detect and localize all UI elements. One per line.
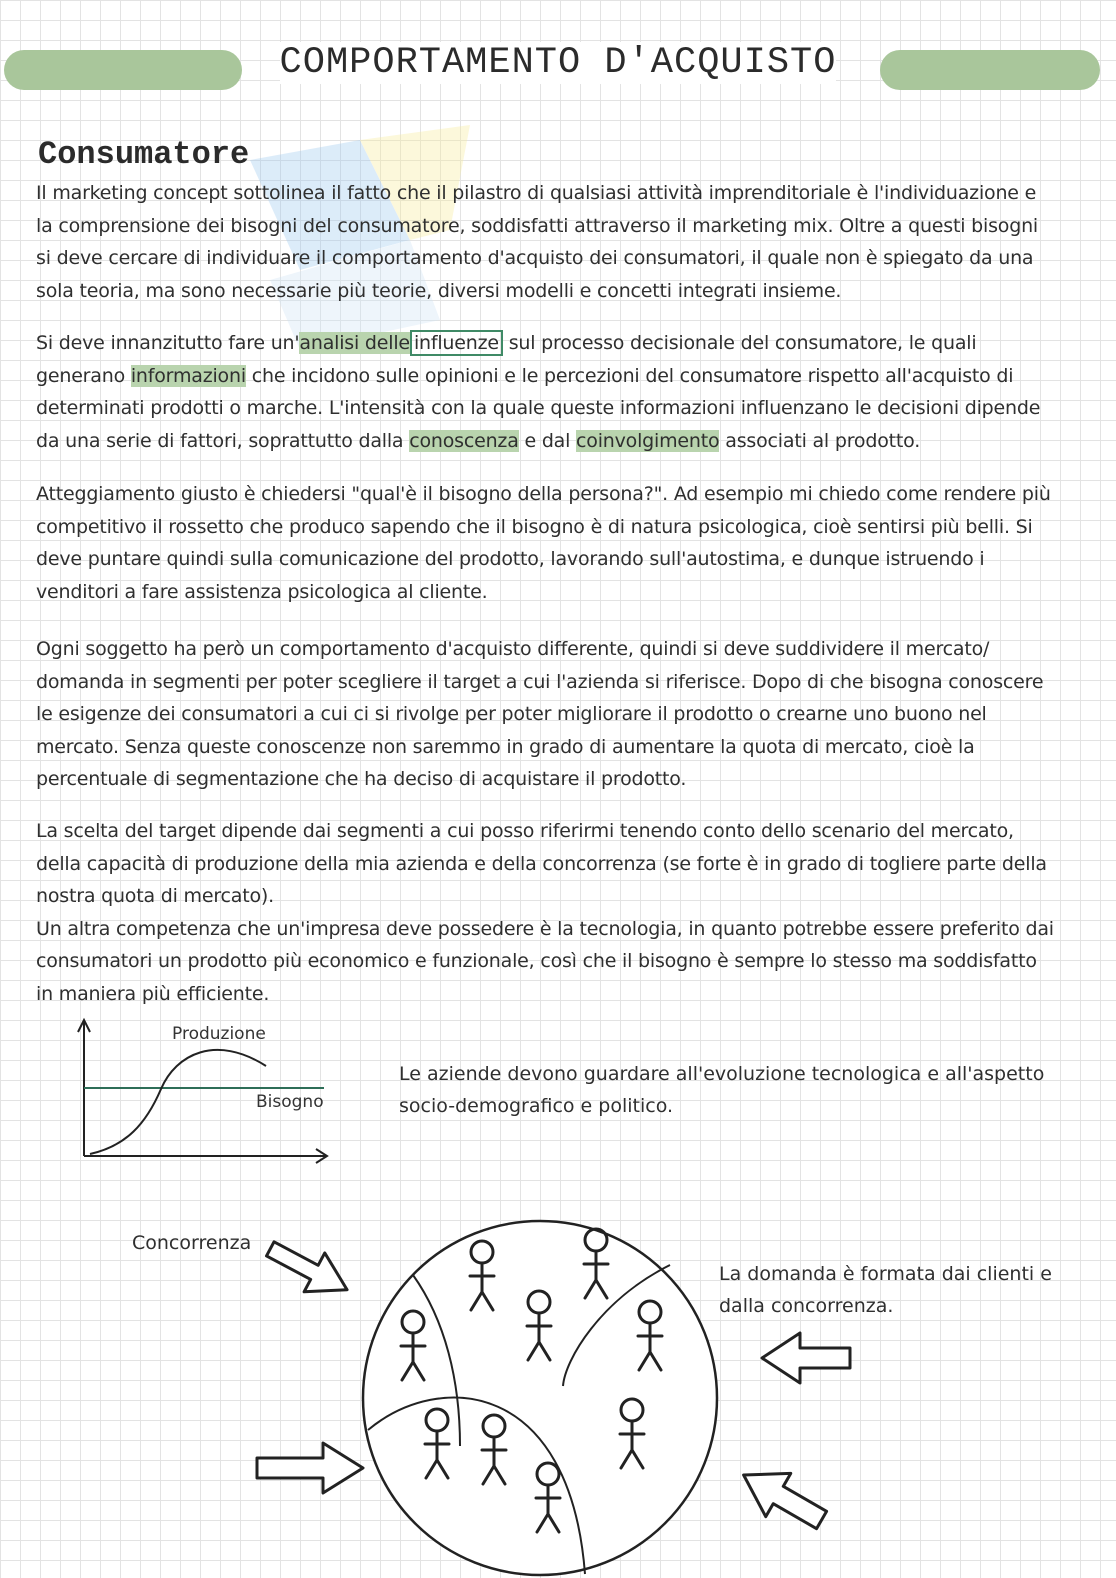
paragraph-attitude xyxy=(36,478,1076,608)
text-line: determinati prodotti o marche. L'intensità con la quale queste informazioni influenzano le decisioni dipende xyxy=(36,397,1041,419)
text-line: deve puntare quindi sulla comunicazione del prodotto, lavorando sull'autostima, e dunque istruendo i xyxy=(36,548,985,570)
demand-note xyxy=(719,1258,1052,1322)
text-line: Il marketing concept sottolinea il fatto che il pilastro di qualsiasi attività imprenditoriale è l'individuazione e xyxy=(36,182,1037,204)
text-line: Si deve innanzitutto fare un'analisi delle influenze sul processo decisionale del consumatore, le quali xyxy=(36,332,977,354)
text-line: le esigenze dei consumatori a cui ci si rivolge per poter migliorare il prodotto o crearne uno buono nel xyxy=(36,703,987,725)
text-line: mercato. Senza queste conoscenze non saremmo in grado di aumentare la quota di mercato, cioè la xyxy=(36,735,975,758)
arrow-right-icon xyxy=(762,1333,850,1383)
graph-label-need: Bisogno xyxy=(256,1092,324,1112)
paragraph-target xyxy=(36,815,1076,1010)
graph-label-production: Produzione xyxy=(172,1024,266,1044)
highlight-coinvolgimento: coinvolgimento xyxy=(576,429,720,452)
text-line: della capacità di produzione della mia azienda e della concorrenza (se forte è in grado di togliere parte della xyxy=(36,852,1047,875)
text-line: nostra quota di mercato). xyxy=(36,885,274,907)
text-line: dalla concorrenza. xyxy=(719,1295,894,1317)
section-heading: Consumatore xyxy=(38,136,250,173)
text-line: si deve cercare di individuare il comportamento d'acquisto dei consumatori, il quale non è spiegato da una xyxy=(36,247,1034,269)
text-line: La domanda è formata dai clienti e xyxy=(719,1263,1052,1285)
text-line: socio-demografico e politico. xyxy=(399,1095,674,1117)
arrow-top-left-icon xyxy=(260,1229,357,1309)
boxed-influenze: influenze xyxy=(410,330,503,356)
highlight-conoscenza: conoscenza xyxy=(409,429,519,452)
text-line: consumatori un prodotto più economico e funzionale, così che il bisogno è sempre lo stesso ma soddisfatto xyxy=(36,950,1037,972)
text-line: la comprensione dei bisogni del consumatore, soddisfatti attraverso il marketing mix. Oltre a questi bisogni xyxy=(36,214,1038,237)
text-line: Atteggiamento giusto è chiedersi "qual'è il bisogno della persona?". Ad esempio mi chiedo come rendere più xyxy=(36,483,1051,505)
text-line: in maniera più efficiente. xyxy=(36,982,270,1005)
paragraph-intro xyxy=(36,177,1076,307)
highlight-informazioni: informazioni xyxy=(130,364,246,387)
text-line: generano informazioni che incidono sulle opinioni e le percezioni del consumatore rispetto all'acquisto di xyxy=(36,364,1014,387)
text-line: domanda in segmenti per poter scegliere il target a cui l'azienda si riferisce. Dopo di che bisogna conoscere xyxy=(36,670,1044,693)
arrow-bottom-right-icon xyxy=(731,1453,834,1541)
text-line: percentuale di segmentazione che ha deciso di acquistare il prodotto. xyxy=(36,768,687,790)
highlight-analisi: analisi delle xyxy=(299,332,410,354)
market-circle xyxy=(363,1221,717,1575)
text-line: competitivo il rossetto che produco sapendo che il bisogno è di natura psicologica, cioè sentirsi più belli. Si xyxy=(36,515,1033,538)
text-line: La scelta del target dipende dai segmenti a cui posso riferirmi tenendo conto dello scenario del mercato, xyxy=(36,820,1014,842)
text-line: Ogni soggetto ha però un comportamento d'acquisto differente, quindi si deve suddividere il mercato/ xyxy=(36,638,990,660)
text-line: sola teoria, ma sono necessarie più teorie, diversi modelli e concetti integrati insieme. xyxy=(36,279,842,302)
arrow-bottom-left-icon xyxy=(257,1443,363,1493)
paragraph-influences xyxy=(36,327,1076,457)
paragraph-segments xyxy=(36,633,1076,796)
competition-label: Concorrenza xyxy=(132,1232,252,1254)
text-line: venditori a fare assistenza psicologica al cliente. xyxy=(36,580,488,603)
page-title: COMPORTAMENTO D'ACQUISTO xyxy=(279,42,837,84)
production-curve xyxy=(90,1050,266,1154)
text-line: Le aziende devono guardare all'evoluzione tecnologica e all'aspetto xyxy=(399,1063,1045,1085)
text-line: da una serie di fattori, soprattutto dalla conoscenza e dal coinvolgimento associati al prodotto. xyxy=(36,429,921,452)
graph-note xyxy=(399,1058,1044,1122)
text-line: Un altra competenza che un'impresa deve possedere è la tecnologia, in quanto potrebbe essere preferito dai xyxy=(36,917,1054,940)
